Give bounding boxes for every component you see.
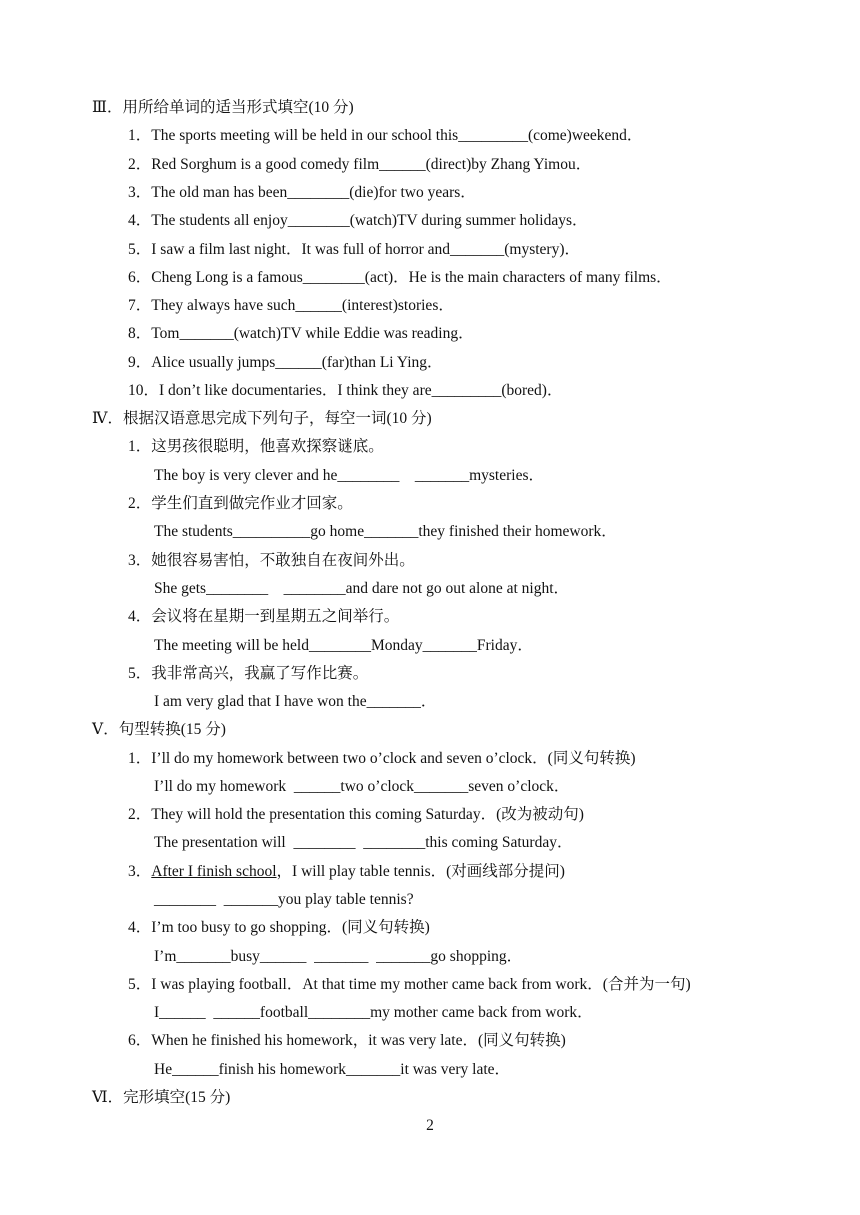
s4-item-1-en: The boy is very clever and he________ _______mysteries． xyxy=(154,467,544,484)
s4-item-2-en: The students__________go home_______they finished their homework． xyxy=(154,523,617,540)
s5-item-3-rest: ，I will play table tennis．(对画线部分提问) xyxy=(276,863,565,880)
s5-item-4-q: 4．I’m too busy to go shopping．(同义句转换) xyxy=(128,919,430,936)
s4-item-5-en: I am very glad that I have won the_______． xyxy=(154,693,437,710)
s3-item-2: 2．Red Sorghum is a good comedy film______(direct)by Zhang Yimou． xyxy=(128,156,592,173)
s5-item-5-a: I______ ______football________my mother came back from work． xyxy=(154,1004,593,1021)
s4-item-3-en: She gets________ ________and dare not go out alone at night． xyxy=(154,580,569,597)
s5-item-6-a: He______finish his homework_______it was very late． xyxy=(154,1061,511,1078)
s5-item-3-underlined: After I finish school xyxy=(151,863,277,880)
s3-item-10: 10．I don’t like documentaries．I think they are_________(bored)． xyxy=(128,382,563,399)
s3-item-6: 6．Cheng Long is a famous________(act)．He is the main characters of many films． xyxy=(128,269,672,286)
s4-item-4-cn: 4．会议将在星期一到星期五之间举行。 xyxy=(128,608,400,625)
s5-item-5-q: 5．I was playing football．At that time my mother came back from work．(合并为一句) xyxy=(128,976,691,993)
s5-item-1-q: 1．I’ll do my homework between two o’clock and seven o’clock．(同义句转换) xyxy=(128,750,636,767)
s3-item-9: 9．Alice usually jumps______(far)than Li Ying． xyxy=(128,354,443,371)
s5-item-3-a: ________ _______you play table tennis? xyxy=(154,891,414,908)
s5-item-2-q: 2．They will hold the presentation this coming Saturday．(改为被动句) xyxy=(128,806,584,823)
s4-item-3-cn: 3．她很容易害怕，不敢独自在夜间外出。 xyxy=(128,552,415,569)
s4-item-2-cn: 2．学生们直到做完作业才回家。 xyxy=(128,495,353,512)
section-3-title: Ⅲ．用所给单词的适当形式填空(10 分) xyxy=(92,99,354,116)
s5-item-6-q: 6．When he finished his homework，it was very late．(同义句转换) xyxy=(128,1032,566,1049)
section-4-title: Ⅳ．根据汉语意思完成下列句子，每空一词(10 分) xyxy=(92,410,432,427)
section-6-title: Ⅵ．完形填空(15 分) xyxy=(92,1089,231,1106)
s3-item-5: 5．I saw a film last night．It was full of horror and_______(mystery)． xyxy=(128,241,580,258)
page-number: 2 xyxy=(426,1117,434,1134)
s4-item-5-cn: 5．我非常高兴，我赢了写作比赛。 xyxy=(128,665,369,682)
s3-item-1: 1．The sports meeting will be held in our school this_________(come)weekend． xyxy=(128,127,643,144)
s5-item-3-q xyxy=(128,862,565,882)
s4-item-1-cn: 1．这男孩很聪明，他喜欢探察谜底。 xyxy=(128,438,384,455)
s5-item-1-a: I’ll do my homework ______two o’clock_______seven o’clock． xyxy=(154,778,570,795)
s5-item-4-a: I’m_______busy______ _______ _______go shopping． xyxy=(154,948,523,965)
s5-item-3-num: 3． xyxy=(128,863,152,880)
s3-item-8: 8．Tom_______(watch)TV while Eddie was reading． xyxy=(128,325,474,342)
s3-item-4: 4．The students all enjoy________(watch)TV during summer holidays． xyxy=(128,212,588,229)
s4-item-4-en: The meeting will be held________Monday_______Friday． xyxy=(154,637,533,654)
s5-item-2-a: The presentation will ________ ________this coming Saturday． xyxy=(154,834,573,851)
s3-item-3: 3．The old man has been________(die)for two years． xyxy=(128,184,476,201)
section-5-title: Ⅴ．句型转换(15 分) xyxy=(92,721,226,738)
s3-item-7: 7．They always have such______(interest)stories． xyxy=(128,297,454,314)
